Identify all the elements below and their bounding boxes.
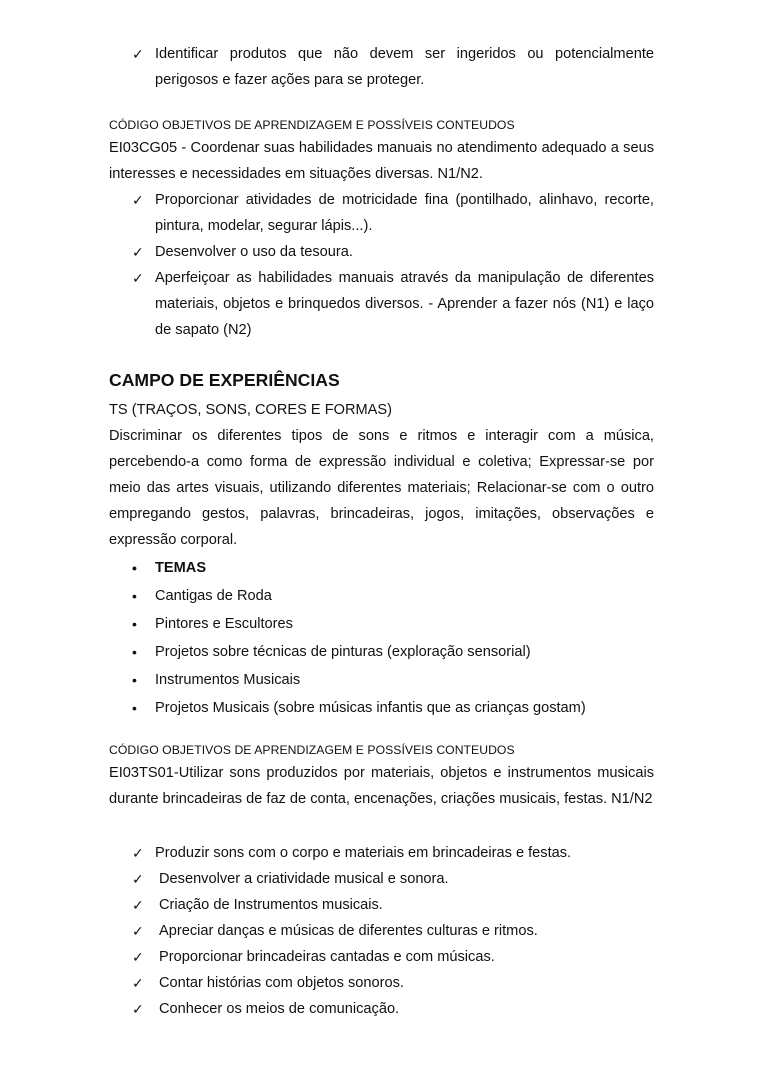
section-caption: CÓDIGO OBJETIVOS DE APRENDIZAGEM E POSSÍVEIS CONTEUDOS	[109, 743, 515, 757]
check-list-item	[109, 970, 654, 996]
list-item-text: Identificar produtos que não devem ser ingeridos ou potencialmente perigosos e fazer ações para se proteger.	[155, 46, 654, 88]
check-list-item	[109, 840, 654, 866]
section-caption: CÓDIGO OBJETIVOS DE APRENDIZAGEM E POSSÍVEIS CONTEUDOS	[109, 118, 515, 132]
section-heading: CAMPO DE EXPERIÊNCIAS	[109, 370, 340, 390]
checkmark-icon: ✓	[132, 270, 144, 286]
list-item-text: Proporcionar brincadeiras cantadas e com músicas.	[159, 949, 495, 965]
checkmark-icon: ✓	[132, 923, 144, 939]
themes-title-item	[109, 554, 654, 582]
list-item-text: Aperfeiçoar as habilidades manuais através da manipulação de diferentes materiais, objetos e brinquedos diversos. - Aprender a fazer nós (N1) e laço de sapato (N2)	[155, 270, 654, 338]
check-list-item	[109, 996, 654, 1022]
objective-text: EI03TS01-Utilizar sons produzidos por materiais, objetos e instrumentos musicais durante brincadeiras de faz de conta, encenações, criações musicais, festas. N1/N2	[109, 765, 654, 807]
theme-item	[109, 638, 654, 666]
list-item-text: Apreciar danças e músicas de diferentes culturas e ritmos.	[159, 923, 538, 939]
ts01-list	[109, 840, 654, 1022]
bullet-icon: •	[132, 616, 137, 632]
bullet-icon: •	[132, 672, 137, 688]
bullet-icon: •	[132, 644, 137, 660]
check-list-item	[109, 892, 654, 918]
check-list-item	[109, 866, 654, 892]
checkmark-icon: ✓	[132, 871, 144, 887]
check-list-item	[109, 918, 654, 944]
checkmark-icon: ✓	[132, 1001, 144, 1017]
bullet-icon: •	[132, 588, 137, 604]
check-list-item	[109, 41, 654, 93]
theme-item	[109, 610, 654, 638]
list-item-text: Desenvolver o uso da tesoura.	[155, 244, 353, 260]
checkmark-icon: ✓	[132, 975, 144, 991]
objective-text: EI03CG05 - Coordenar suas habilidades manuais no atendimento adequado a seus interesses e necessidades em situações diversas. N1/N2.	[109, 140, 654, 182]
theme-text: Instrumentos Musicais	[155, 672, 301, 688]
themes-title: TEMAS	[155, 560, 207, 576]
checkmark-icon: ✓	[132, 949, 144, 965]
theme-text: Cantigas de Roda	[155, 588, 272, 604]
list-item-text: Desenvolver a criatividade musical e sonora.	[159, 871, 449, 887]
themes-list	[109, 554, 654, 722]
campo-body	[109, 397, 654, 553]
campo-description: Discriminar os diferentes tipos de sons e ritmos e interagir com a música, percebendo-a como forma de expressão individual e coletiva; Expressar-se por meio das artes visuais, utilizando diferentes materiais; Relacionar-se com o outro empregando gestos, palavras, brincadeiras, jogos, imitações, observações e expressão corporal.	[109, 428, 654, 548]
campo-heading-block	[109, 369, 654, 391]
check-list-item	[109, 239, 654, 265]
bullet-icon: •	[132, 560, 137, 576]
theme-text: Pintores e Escultores	[155, 616, 293, 632]
objective-block-cg05	[109, 117, 654, 133]
list-item-text: Conhecer os meios de comunicação.	[159, 1001, 400, 1017]
check-list-item	[109, 265, 654, 343]
objective-ts01	[109, 760, 654, 812]
list-item-text: Proporcionar atividades de motricidade fina (pontilhado, alinhavo, recorte, pintura, modelar, segurar lápis...).	[155, 192, 654, 234]
theme-item	[109, 582, 654, 610]
theme-item	[109, 694, 654, 722]
checkmark-icon: ✓	[132, 244, 144, 260]
checkmark-icon: ✓	[132, 897, 144, 913]
checkmark-icon: ✓	[132, 46, 144, 62]
list-item-text: Contar histórias com objetos sonoros.	[159, 975, 404, 991]
theme-item	[109, 666, 654, 694]
check-list-item	[109, 187, 654, 239]
objective-cg05	[109, 135, 654, 187]
objective-block-ts01	[109, 742, 654, 758]
check-list-item	[109, 944, 654, 970]
cg05-list	[109, 187, 654, 343]
campo-subtitle: TS (TRAÇOS, SONS, CORES E FORMAS)	[109, 402, 392, 418]
bullet-icon: •	[132, 700, 137, 716]
checkmark-icon: ✓	[132, 192, 144, 208]
list-item-text: Produzir sons com o corpo e materiais em brincadeiras e festas.	[155, 845, 572, 861]
theme-text: Projetos sobre técnicas de pinturas (exploração sensorial)	[155, 644, 531, 660]
previous-list	[109, 41, 654, 93]
theme-text: Projetos Musicais (sobre músicas infantis que as crianças gostam)	[155, 700, 586, 716]
list-item-text: Criação de Instrumentos musicais.	[159, 897, 383, 913]
checkmark-icon: ✓	[132, 845, 144, 861]
